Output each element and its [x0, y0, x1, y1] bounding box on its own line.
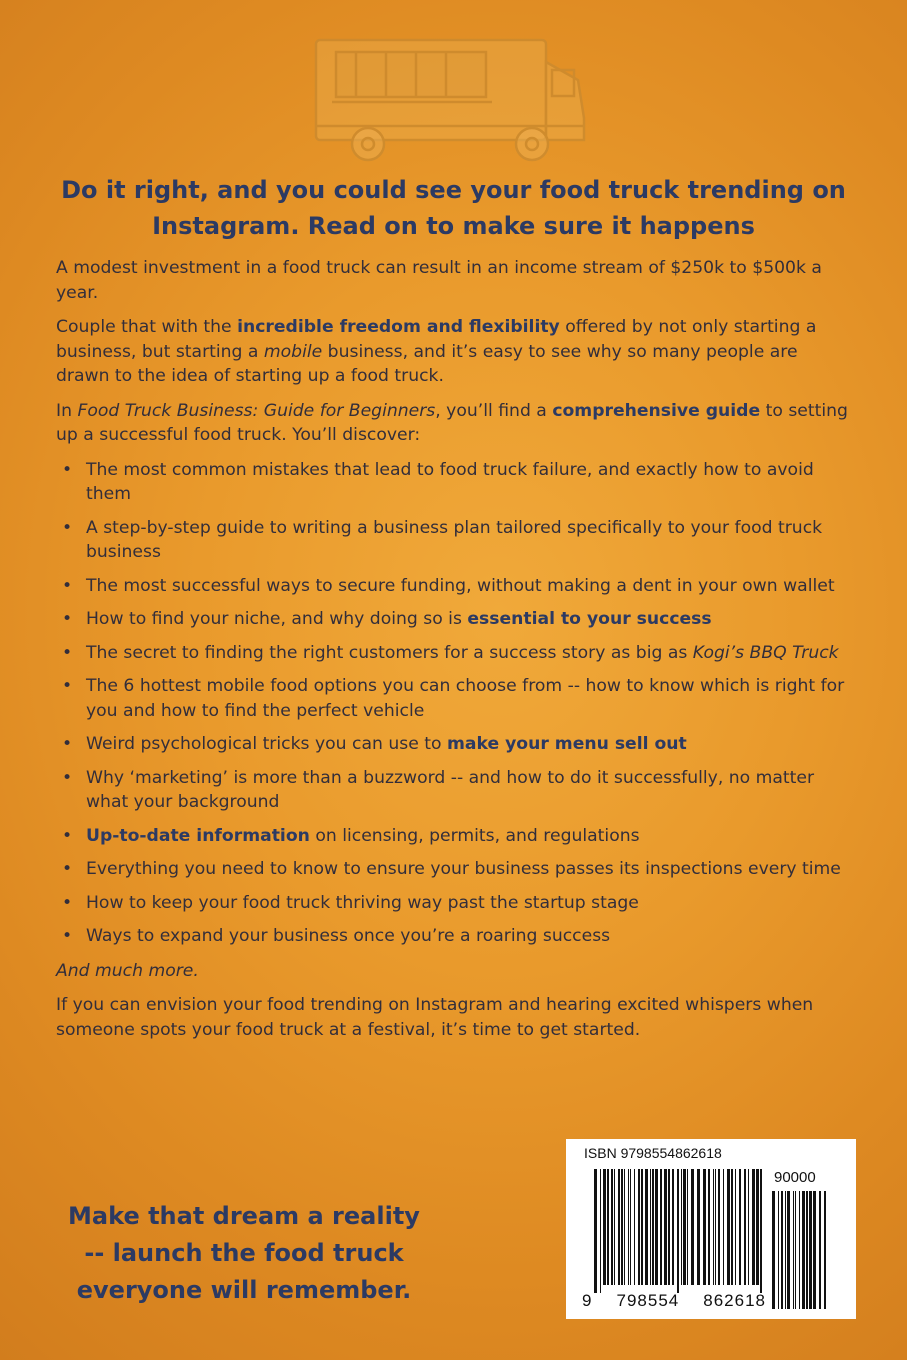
barcode-bar [672, 1169, 674, 1285]
barcode-bar [691, 1169, 694, 1285]
barcode-bar [634, 1169, 635, 1285]
barcode-bar [607, 1169, 609, 1285]
barcode-bar [809, 1191, 812, 1309]
barcode-bar [727, 1169, 730, 1285]
barcode-bar [795, 1191, 796, 1309]
barcode-digits [582, 1291, 766, 1311]
barcode-bar [645, 1169, 648, 1285]
barcode-bar [744, 1169, 746, 1285]
italic-word: mobile [263, 341, 323, 362]
list-item: • How to keep your food truck thriving way past the startup stage [56, 891, 856, 916]
list-item: • Ways to expand your business once you’re a roaring success [56, 924, 856, 949]
barcode-bar [641, 1169, 643, 1285]
barcode-bar [772, 1191, 775, 1309]
closing-line-3: everyone will remember. [76, 1276, 412, 1304]
headline-line-2: Instagram. Read on to make sure it happens [152, 212, 755, 240]
barcode-bar [681, 1169, 682, 1285]
barcode-bar [618, 1169, 620, 1285]
bold-phrase: essential to your success [467, 609, 712, 629]
barcode-bar [697, 1169, 700, 1285]
barcode-bar [824, 1191, 826, 1309]
text-span: offered by not only starting a business, but starting a [56, 317, 817, 362]
list-item: • Why ‘marketing’ is more than a buzzword -- and how to do it successfully, no matter what your background [56, 766, 856, 815]
list-item: • The most successful ways to secure funding, without making a dent in your own wallet [56, 574, 856, 599]
text-span: Weird psychological tricks you can use to [86, 734, 447, 754]
addon-barcode-bars [768, 1191, 830, 1309]
text-span: How to find your niche, and why doing so is [86, 609, 468, 629]
barcode-bar [652, 1169, 654, 1285]
italic-phrase: Kogi’s BBQ Truck [692, 642, 839, 663]
barcode-bar [614, 1169, 615, 1285]
barcode-digit-lead: 9 [582, 1291, 593, 1310]
outro-paragraph: If you can envision your food trending on Instagram and hearing excited whispers when someone spots your food truck at a festival, it’s time to get started. [56, 995, 814, 1040]
barcode-bar [752, 1169, 755, 1285]
barcode-bar [683, 1169, 686, 1285]
barcode-bar [630, 1169, 631, 1285]
barcode-bars [590, 1169, 766, 1293]
closing-line-2: -- launch the food truck [84, 1239, 404, 1267]
headline-line-1: Do it right, and you could see your food truck trending on [61, 176, 846, 204]
barcode-bar [781, 1191, 783, 1309]
barcode-bar [731, 1169, 733, 1285]
barcode-bar [787, 1191, 790, 1309]
barcode-bar [799, 1191, 800, 1309]
barcode-bar [735, 1169, 736, 1285]
barcode-bar [708, 1169, 710, 1285]
barcode-bar [819, 1191, 821, 1309]
barcode-bar [677, 1169, 679, 1293]
list-item: • Everything you need to know to ensure your business passes its inspections every time [56, 857, 856, 882]
bold-phrase: Up-to-date information [86, 825, 310, 846]
barcode-bar [778, 1191, 779, 1309]
description-body [56, 256, 856, 1052]
barcode-bar [703, 1169, 706, 1285]
text-span: , you’ll find a [435, 400, 553, 421]
barcode-bar [748, 1169, 749, 1285]
barcode-bar [650, 1169, 651, 1285]
much-more [56, 959, 856, 984]
barcode-bar [638, 1169, 640, 1285]
barcode-bar [664, 1169, 667, 1285]
barcode-bar [785, 1191, 786, 1309]
barcode-bar [723, 1169, 724, 1285]
isbn-barcode [566, 1139, 856, 1319]
barcode-bar [668, 1169, 670, 1285]
price-code: 90000 [774, 1169, 816, 1186]
text-span: Couple that with the [56, 317, 238, 337]
barcode-bar [802, 1191, 805, 1309]
barcode-bar [603, 1169, 606, 1285]
list-item: • The most common mistakes that lead to food truck failure, and exactly how to avoid them [56, 458, 856, 507]
closing-line-1: Make that dream a reality [68, 1202, 420, 1230]
isbn-label: ISBN 9798554862618 [584, 1145, 722, 1161]
bold-phrase: comprehensive guide [552, 400, 761, 421]
feature-list [56, 458, 856, 949]
bold-phrase: make your menu sell out [446, 734, 687, 754]
barcode-bar [621, 1169, 623, 1285]
barcode-bar [793, 1191, 794, 1309]
text-span: In [56, 400, 78, 421]
list-item [56, 732, 856, 757]
barcode-digits-left: 798554 [616, 1291, 680, 1310]
list-item: • A step-by-step guide to writing a business plan tailored specifically to your food truck business [56, 516, 856, 565]
barcode-bar [715, 1169, 716, 1285]
intro-paragraph-3 [56, 399, 856, 448]
text-span: to setting up a successful food truck. You’ll discover: [56, 400, 848, 445]
headline [40, 172, 867, 244]
barcode-digits-right: 862618 [703, 1291, 766, 1310]
barcode-bar [687, 1169, 688, 1285]
list-item [56, 607, 856, 632]
barcode-bar [655, 1169, 658, 1285]
barcode-bar [600, 1169, 601, 1293]
barcode-bar [660, 1169, 662, 1285]
bold-phrase: incredible freedom and flexibility [237, 317, 560, 337]
barcode-bar [806, 1191, 808, 1309]
food-truck-image [296, 22, 596, 172]
text-span: business, and it’s easy to see why so many people are drawn to the idea of starting up a food truck. [56, 341, 798, 386]
book-title: Food Truck Business: Guide for Beginners [77, 400, 436, 421]
italic-phrase: And much more. [56, 960, 199, 981]
barcode-bar [718, 1169, 720, 1285]
barcode-bar [611, 1169, 613, 1285]
barcode-bar [713, 1169, 714, 1285]
closing-callout [44, 1198, 444, 1309]
barcode-bar [628, 1169, 629, 1285]
intro-paragraph-1: A modest investment in a food truck can result in an income stream of $250k to $500k a year. [56, 258, 822, 303]
list-item: • The 6 hottest mobile food options you can choose from -- how to know which is right for you and how to find the perfect vehicle [56, 674, 856, 723]
barcode-bar [594, 1169, 597, 1293]
barcode-bar [813, 1191, 816, 1309]
list-item [56, 641, 856, 666]
barcode-bar [760, 1169, 762, 1293]
intro-paragraph-2 [56, 315, 856, 389]
text-span: on licensing, permits, and regulations [309, 825, 640, 846]
barcode-bar [756, 1169, 759, 1285]
barcode-bar [739, 1169, 741, 1285]
text-span: The secret to finding the right customers for a success story as big as [86, 642, 693, 663]
list-item [56, 824, 856, 849]
barcode-bar [624, 1169, 625, 1285]
